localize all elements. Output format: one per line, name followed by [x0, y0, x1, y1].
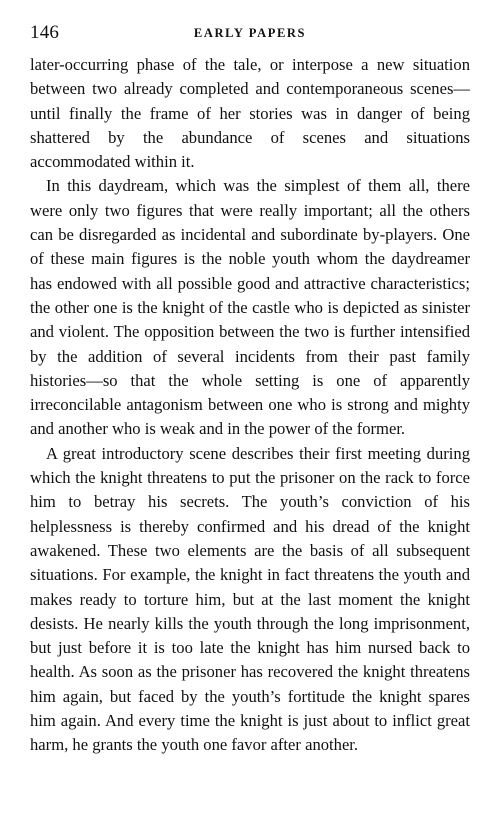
running-head: EARLY PAPERS	[193, 26, 307, 40]
paragraph-continued: later-occurring phase of the tale, or interpose a new situation between two already completed and contemporaneous scenes—until finally the frame of her stories was in danger of being shattered by the abundance of scenes and situations accommodated within it.	[30, 55, 470, 172]
page-number: 146	[30, 22, 60, 43]
paragraph-introductory-scene: A great introductory scene describes their first meeting during which the knight threatens to put the prisoner on the rack to force him to betray his secrets. The youth’s conviction of his helplessness is thereby confirmed and his dread of the knight awakened. These two elements are the basis of all subsequent situations. For example, the knight in fact threatens the youth and makes ready to torture him, but at the last moment the knight desists. He nearly kills the youth through the long imprisonment, but just before it is too late the knight has him nursed back to health. As soon as the prisoner has recovered the knight threatens him again, but faced by the youth’s fortitude the knight spares him again. And every time the knight is just about to inflict great harm, he grants the youth one favor after another.	[30, 443, 470, 755]
page-header	[30, 20, 470, 46]
body-text	[30, 53, 470, 758]
paragraph-daydream-figures: In this daydream, which was the simplest of them all, there were only two figures that were really important; all the others can be disregarded as incidental and subordinate by-players. One of these main figures is the noble youth whom the daydreamer has endowed with all possible good and attractive characteristics; the other one is the knight of the castle who is depicted as sinister and violent. The opposition between the two is further intensified by the addition of several incidents from their past family histories—so that the whole setting is one of apparently irreconcilable antagonism between one who is strong and mighty and another who is weak and in the power of the former.	[30, 176, 470, 439]
